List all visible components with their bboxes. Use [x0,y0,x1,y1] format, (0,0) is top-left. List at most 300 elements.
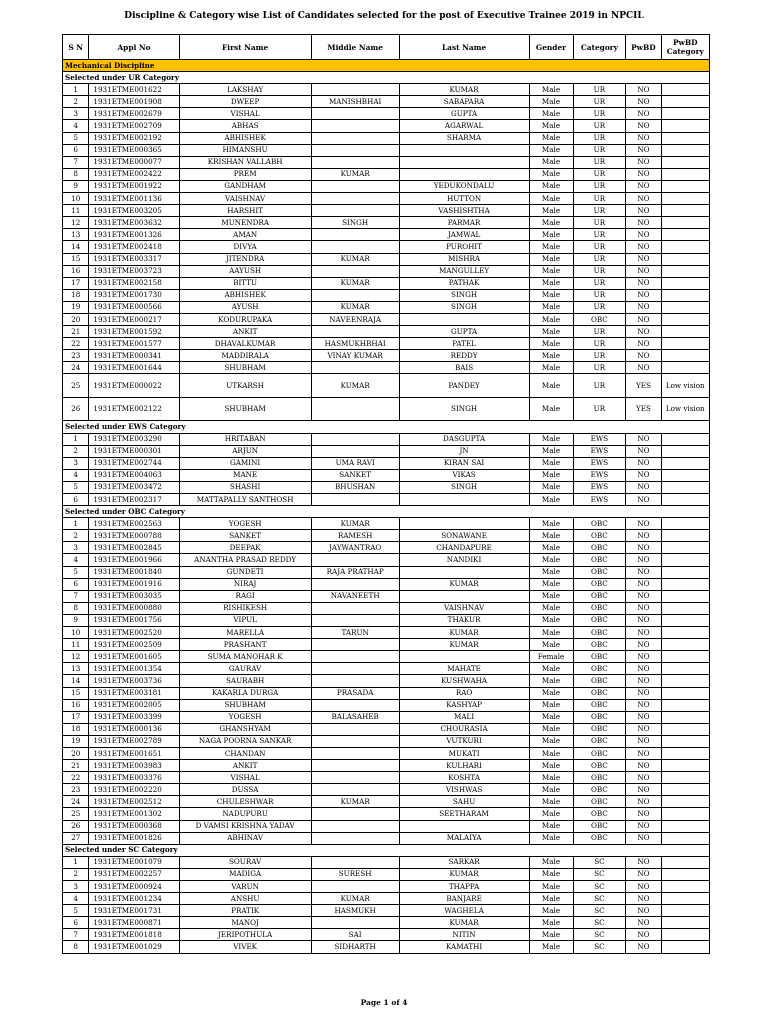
section-heading-row [63,844,710,856]
cell-gender: Male [529,554,573,566]
cell-sn: 2 [63,530,89,542]
cell-first-name: D VAMSI KRISHNA YADAV [179,820,311,832]
cell-middle-name: NAVEENRAJA [311,313,399,325]
cell-first-name: PRASHANT [179,639,311,651]
cell-sn: 4 [63,469,89,481]
cell-pwbd-category [661,832,709,844]
table-row [63,808,710,820]
cell-last-name: VIKAS [399,469,529,481]
cell-category: SC [573,893,626,905]
cell-first-name: DEEPAK [179,542,311,554]
cell-appl-no: 1931ETME001079 [89,856,179,868]
cell-pwbd: NO [626,96,661,108]
cell-category: UR [573,350,626,362]
cell-pwbd: NO [626,747,661,759]
cell-category: UR [573,265,626,277]
cell-pwbd: NO [626,265,661,277]
cell-sn: 6 [63,144,89,156]
cell-last-name: PATEL [399,338,529,350]
cell-category: UR [573,289,626,301]
cell-category: UR [573,374,626,398]
cell-last-name: MUKATI [399,747,529,759]
cell-middle-name: BHUSHAN [311,481,399,493]
cell-pwbd-category [661,687,709,699]
cell-gender: Male [529,229,573,241]
cell-gender: Male [529,675,573,687]
table-row [63,108,710,120]
cell-sn: 1 [63,518,89,530]
cell-appl-no: 1931ETME002220 [89,784,179,796]
cell-category: SC [573,856,626,868]
cell-gender: Male [529,144,573,156]
cell-pwbd-category [661,639,709,651]
cell-first-name: JITENDRA [179,253,311,265]
cell-appl-no: 1931ETME002158 [89,277,179,289]
cell-gender: Male [529,747,573,759]
cell-middle-name: RAMESH [311,530,399,542]
cell-sn: 27 [63,832,89,844]
table-row [63,180,710,192]
cell-category: OBC [573,723,626,735]
cell-category: OBC [573,542,626,554]
cell-category: OBC [573,590,626,602]
col-header-pwbd-category: PwBD Category [661,35,709,60]
cell-appl-no: 1931ETME004063 [89,469,179,481]
cell-pwbd-category [661,820,709,832]
cell-middle-name [311,675,399,687]
cell-last-name: KUSHWAHA [399,675,529,687]
cell-pwbd: NO [626,84,661,96]
cell-last-name: KUMAR [399,917,529,929]
cell-gender: Male [529,193,573,205]
cell-pwbd-category [661,723,709,735]
cell-first-name: LAKSHAY [179,84,311,96]
cell-last-name [399,494,529,506]
cell-first-name: CHANDAN [179,747,311,759]
cell-gender: Male [529,397,573,421]
cell-pwbd: NO [626,929,661,941]
cell-category: OBC [573,602,626,614]
cell-category: OBC [573,518,626,530]
table-row [63,313,710,325]
cell-middle-name: PRASADA [311,687,399,699]
cell-gender: Male [529,481,573,493]
table-row [63,941,710,953]
cell-sn: 18 [63,289,89,301]
document-title: Discipline & Category wise List of Candidates selected for the post of Executive Trainee 2019 in NPCIL [124,11,644,21]
cell-pwbd: NO [626,530,661,542]
cell-middle-name: SURESH [311,868,399,880]
cell-last-name: BANJARE [399,893,529,905]
cell-pwbd-category [661,554,709,566]
cell-first-name: KRISHAN VALLABH [179,156,311,168]
cell-category: SC [573,929,626,941]
cell-sn: 2 [63,868,89,880]
cell-appl-no: 1931ETME003399 [89,711,179,723]
cell-pwbd: NO [626,241,661,253]
cell-last-name: NITIN [399,929,529,941]
table-row [63,735,710,747]
cell-first-name: AAYUSH [179,265,311,277]
cell-appl-no: 1931ETME003317 [89,253,179,265]
cell-last-name: SINGH [399,397,529,421]
cell-middle-name [311,144,399,156]
cell-sn: 2 [63,96,89,108]
cell-category: OBC [573,832,626,844]
cell-category: EWS [573,469,626,481]
cell-appl-no: 1931ETME001731 [89,905,179,917]
cell-middle-name [311,265,399,277]
cell-sn: 26 [63,397,89,421]
cell-first-name: RISHIKESH [179,602,311,614]
cell-last-name: WAGHELA [399,905,529,917]
cell-first-name: VISHAL [179,108,311,120]
cell-sn: 14 [63,241,89,253]
cell-pwbd: NO [626,723,661,735]
cell-sn: 17 [63,711,89,723]
table-row [63,614,710,626]
cell-pwbd: NO [626,941,661,953]
cell-appl-no: 1931ETME000301 [89,445,179,457]
cell-pwbd-category [661,663,709,675]
cell-gender: Male [529,108,573,120]
cell-sn: 21 [63,760,89,772]
table-row [63,217,710,229]
table-row [63,905,710,917]
cell-sn: 1 [63,433,89,445]
table-row [63,832,710,844]
cell-gender: Male [529,614,573,626]
cell-middle-name [311,663,399,675]
cell-first-name: DWEEP [179,96,311,108]
cell-pwbd: NO [626,590,661,602]
cell-gender: Male [529,168,573,180]
cell-category: UR [573,168,626,180]
cell-category: SC [573,941,626,953]
cell-sn: 10 [63,627,89,639]
cell-pwbd-category [661,494,709,506]
cell-pwbd-category [661,929,709,941]
cell-last-name: VISHWAS [399,784,529,796]
cell-first-name: JERIPOTHULA [179,929,311,941]
cell-middle-name: TARUN [311,627,399,639]
cell-middle-name [311,578,399,590]
cell-middle-name: KUMAR [311,374,399,398]
cell-pwbd: NO [626,433,661,445]
cell-sn: 12 [63,651,89,663]
table-row [63,132,710,144]
cell-pwbd: NO [626,675,661,687]
cell-pwbd: NO [626,566,661,578]
cell-last-name: KUMAR [399,639,529,651]
cell-pwbd-category [661,168,709,180]
cell-last-name: BAIS [399,362,529,374]
cell-middle-name [311,205,399,217]
cell-last-name: SINGH [399,481,529,493]
cell-first-name: SANKET [179,530,311,542]
cell-pwbd: NO [626,469,661,481]
cell-middle-name: KUMAR [311,253,399,265]
cell-last-name: KASHYAP [399,699,529,711]
cell-pwbd-category [661,229,709,241]
cell-gender: Male [529,301,573,313]
table-row [63,554,710,566]
cell-last-name: VUTKURI [399,735,529,747]
cell-category: OBC [573,808,626,820]
cell-category: OBC [573,796,626,808]
cell-pwbd: NO [626,784,661,796]
cell-middle-name: SANKET [311,469,399,481]
cell-middle-name [311,602,399,614]
cell-first-name: CHULESHWAR [179,796,311,808]
header-row [63,35,710,60]
table-row [63,542,710,554]
cell-first-name: DIVYA [179,241,311,253]
cell-pwbd-category [661,457,709,469]
cell-appl-no: 1931ETME002122 [89,397,179,421]
table-row [63,96,710,108]
cell-first-name: ANANTHA PRASAD REDDY [179,554,311,566]
cell-first-name: HIMANSHU [179,144,311,156]
cell-gender: Male [529,96,573,108]
cell-first-name: ARJUN [179,445,311,457]
cell-middle-name [311,614,399,626]
cell-first-name: MARELLA [179,627,311,639]
table-row [63,687,710,699]
cell-last-name: DASGUPTA [399,433,529,445]
cell-category: EWS [573,457,626,469]
cell-pwbd-category [661,893,709,905]
cell-middle-name: UMA RAVI [311,457,399,469]
cell-middle-name: KUMAR [311,277,399,289]
cell-category: OBC [573,530,626,542]
cell-category: OBC [573,627,626,639]
cell-first-name: HRITABAN [179,433,311,445]
cell-sn: 26 [63,820,89,832]
cell-pwbd: NO [626,338,661,350]
cell-gender: Male [529,735,573,747]
cell-pwbd-category: Low vision [661,374,709,398]
cell-appl-no: 1931ETME000566 [89,301,179,313]
cell-sn: 8 [63,602,89,614]
cell-sn: 4 [63,554,89,566]
table-row [63,772,710,784]
cell-appl-no: 1931ETME000077 [89,156,179,168]
cell-gender: Male [529,663,573,675]
cell-gender: Male [529,217,573,229]
cell-appl-no: 1931ETME003181 [89,687,179,699]
cell-appl-no: 1931ETME001826 [89,832,179,844]
table-row [63,120,710,132]
cell-gender: Male [529,433,573,445]
cell-middle-name [311,108,399,120]
cell-middle-name [311,651,399,663]
cell-pwbd: NO [626,905,661,917]
table-row [63,530,710,542]
table-row [63,205,710,217]
cell-last-name [399,518,529,530]
cell-pwbd-category [661,772,709,784]
cell-pwbd: NO [626,193,661,205]
table-row [63,326,710,338]
cell-middle-name [311,494,399,506]
cell-first-name: ABHISHEK [179,132,311,144]
cell-pwbd-category [661,289,709,301]
cell-sn: 3 [63,108,89,120]
cell-sn: 15 [63,253,89,265]
cell-sn: 2 [63,445,89,457]
cell-pwbd: NO [626,156,661,168]
cell-gender: Male [529,639,573,651]
cell-category: OBC [573,313,626,325]
cell-last-name: RAO [399,687,529,699]
cell-category: SC [573,917,626,929]
cell-sn: 24 [63,796,89,808]
cell-gender: Male [529,518,573,530]
cell-category: OBC [573,760,626,772]
cell-last-name: REDDY [399,350,529,362]
cell-appl-no: 1931ETME002520 [89,627,179,639]
cell-pwbd-category [661,96,709,108]
cell-middle-name [311,760,399,772]
cell-sn: 7 [63,590,89,602]
cell-pwbd-category [661,590,709,602]
cell-pwbd-category [661,711,709,723]
cell-last-name: MALAIYA [399,832,529,844]
cell-middle-name: RAJA PRATHAP [311,566,399,578]
col-header-sn: S N [63,35,89,60]
cell-pwbd-category [661,350,709,362]
cell-appl-no: 1931ETME003632 [89,217,179,229]
cell-appl-no: 1931ETME001136 [89,193,179,205]
cell-appl-no: 1931ETME000341 [89,350,179,362]
cell-last-name: SHARMA [399,132,529,144]
cell-pwbd: NO [626,820,661,832]
cell-pwbd: NO [626,614,661,626]
cell-pwbd: NO [626,893,661,905]
cell-sn: 11 [63,205,89,217]
cell-category: OBC [573,687,626,699]
cell-pwbd: NO [626,132,661,144]
cell-category: OBC [573,784,626,796]
cell-sn: 14 [63,675,89,687]
cell-middle-name: KUMAR [311,301,399,313]
cell-sn: 5 [63,566,89,578]
table-row [63,602,710,614]
table-row [63,362,710,374]
table-row [63,784,710,796]
cell-pwbd: NO [626,205,661,217]
cell-sn: 8 [63,941,89,953]
table-row [63,590,710,602]
cell-last-name [399,590,529,602]
cell-sn: 13 [63,663,89,675]
cell-last-name: MALI [399,711,529,723]
cell-pwbd: NO [626,180,661,192]
cell-category: UR [573,397,626,421]
cell-first-name: ABHINAV [179,832,311,844]
cell-gender: Male [529,542,573,554]
cell-sn: 18 [63,723,89,735]
cell-first-name: MADIGA [179,868,311,880]
cell-middle-name [311,433,399,445]
cell-pwbd: NO [626,457,661,469]
cell-first-name: GAURAV [179,663,311,675]
cell-pwbd: YES [626,374,661,398]
cell-pwbd: NO [626,481,661,493]
cell-middle-name [311,554,399,566]
cell-last-name: CHANDAPURE [399,542,529,554]
cell-first-name: GANDHAM [179,180,311,192]
cell-pwbd-category [661,868,709,880]
cell-category: OBC [573,711,626,723]
cell-sn: 6 [63,494,89,506]
section-heading-row [63,72,710,84]
cell-last-name [399,820,529,832]
cell-sn: 4 [63,120,89,132]
cell-gender: Male [529,590,573,602]
cell-first-name: VAISHNAV [179,193,311,205]
cell-pwbd: NO [626,881,661,893]
table-row [63,265,710,277]
cell-middle-name [311,193,399,205]
cell-gender: Male [529,723,573,735]
cell-pwbd: NO [626,917,661,929]
cell-pwbd-category [661,301,709,313]
candidates-table [62,34,710,954]
cell-category: UR [573,241,626,253]
cell-pwbd-category [661,941,709,953]
cell-pwbd-category [661,917,709,929]
cell-sn: 12 [63,217,89,229]
cell-appl-no: 1931ETME001908 [89,96,179,108]
cell-appl-no: 1931ETME001651 [89,747,179,759]
cell-appl-no: 1931ETME002563 [89,518,179,530]
cell-appl-no: 1931ETME000788 [89,530,179,542]
cell-pwbd-category [661,747,709,759]
cell-category: EWS [573,445,626,457]
cell-first-name: ABHISHEK [179,289,311,301]
cell-last-name: SAHU [399,796,529,808]
cell-last-name: SEETHARAM [399,808,529,820]
cell-first-name: DHAVALKUMAR [179,338,311,350]
col-header-last-name: Last Name [399,35,529,60]
cell-appl-no: 1931ETME002845 [89,542,179,554]
cell-pwbd-category [661,530,709,542]
cell-first-name: KODURUPAKA [179,313,311,325]
cell-pwbd: NO [626,832,661,844]
cell-pwbd: NO [626,808,661,820]
cell-middle-name [311,397,399,421]
cell-pwbd-category [661,265,709,277]
table-row [63,350,710,362]
cell-last-name: CHOURASIA [399,723,529,735]
cell-pwbd-category [661,675,709,687]
table-body [63,60,710,954]
cell-gender: Male [529,627,573,639]
cell-appl-no: 1931ETME000880 [89,602,179,614]
cell-sn: 8 [63,168,89,180]
cell-pwbd-category: Low vision [661,397,709,421]
cell-gender: Male [529,326,573,338]
cell-category: OBC [573,663,626,675]
cell-first-name: PREM [179,168,311,180]
cell-last-name [399,168,529,180]
cell-pwbd-category [661,132,709,144]
cell-last-name [399,313,529,325]
cell-sn: 9 [63,614,89,626]
cell-appl-no: 1931ETME001730 [89,289,179,301]
